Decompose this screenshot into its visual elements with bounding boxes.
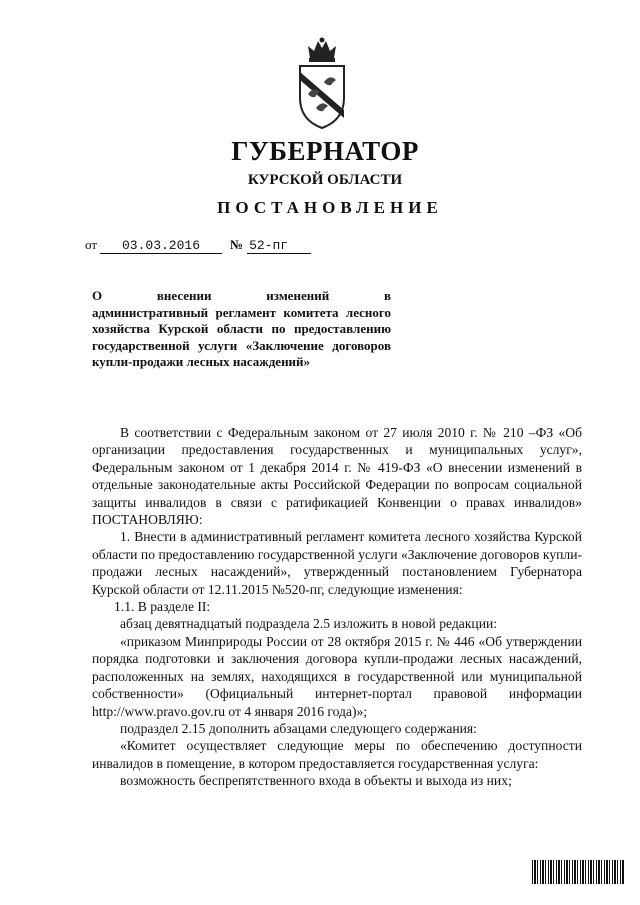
document-title: ГУБЕРНАТОР	[231, 136, 419, 166]
paragraph: возможность беспрепятственного входа в объекты и выхода из них;	[120, 773, 512, 789]
date-prefix: от	[85, 237, 98, 252]
document-type: ПОСТАНОВЛЕНИЕ	[217, 198, 443, 217]
paragraph: подраздел 2.15 дополнить абзацами следующего содержания:	[120, 720, 477, 736]
document-number: 52-пг	[247, 238, 311, 254]
document-subject	[92, 288, 391, 371]
document-subtitle: КУРСКОЙ ОБЛАСТИ	[247, 172, 403, 188]
paragraph: 1. Внести в административный регламент комитета лесного хозяйства Курской области по предоставлению государственной услуги «Заключение договоров купли-продажи лесных насаждений», утвержденный постановлением Губернатора Курской области от 12.11.2015 №520-пг, следующие изменения:	[92, 529, 582, 597]
document-meta	[85, 237, 311, 254]
paragraph: «Комитет осуществляет следующие меры по обеспечению доступности инвалидов в помещение, в котором предоставляется государственная услуга:	[92, 738, 582, 771]
number-prefix: №	[230, 237, 244, 252]
subject-rest: административный регламент комитета лесного хозяйства Курской области по предоставлению государственной услуги «Заключение договоров купли-продажи лесных насаждений»	[92, 304, 391, 369]
paragraph: «приказом Минприроды России от 28 октября 2015 г. № 446 «Об утверждении порядка подготовки и заключения договора купли-продажи лесных насаждений, расположенных на землях, находящихся в государственной или муниципальной собственности» (Официальный интернет-портал правовой информации http://www.pravo.gov.ru от 4 января 2016 года)»;	[92, 633, 582, 719]
paragraph: 1.1. В разделе II:	[114, 599, 211, 615]
barcode-icon	[532, 860, 624, 884]
paragraph: абзац девятнадцатый подраздела 2.5 изложить в новой редакции:	[120, 616, 498, 632]
document-date: 03.03.2016	[100, 238, 222, 254]
paragraph: В соответствии с Федеральным законом от 27 июля 2010 г. № 210 –ФЗ «Об организации предоставления государственных и муниципальных услуг», Федеральным законом от 1 декабря 2014 г. № 419-ФЗ «О внесении изменений в отдельные законодательные акты Российской Федерации по вопросам социальной защиты инвалидов в связи с ратификацией Конвенции о правах инвалидов» ПОСТАНОВЛЯЮ:	[92, 425, 582, 528]
document-body	[92, 424, 582, 790]
coat-of-arms-icon	[294, 36, 350, 130]
subject-first-line: О внесении изменений в	[92, 288, 391, 303]
